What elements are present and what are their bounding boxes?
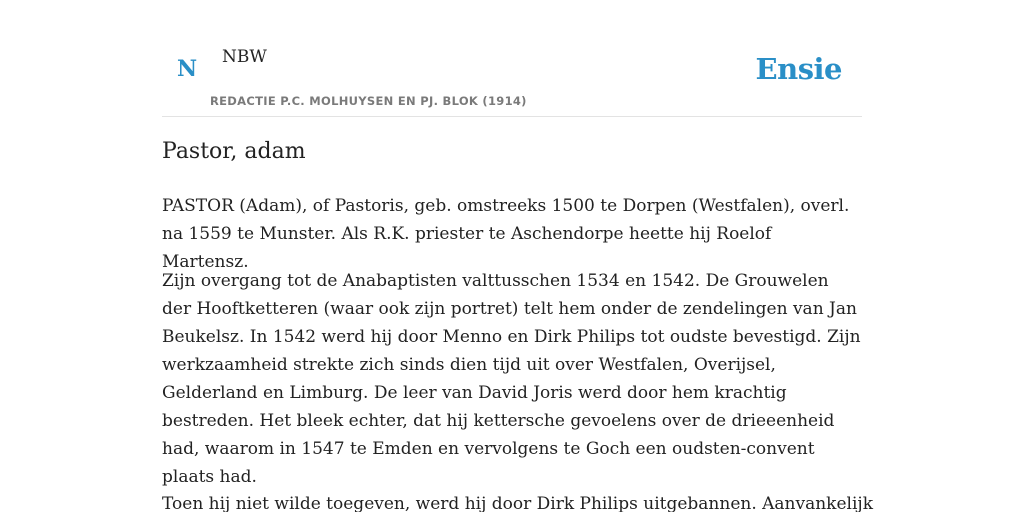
article-title: Pastor, adam bbox=[162, 139, 306, 164]
page-header bbox=[162, 0, 862, 117]
source-name: NBW bbox=[222, 47, 267, 67]
ensie-brand-link[interactable]: Ensie bbox=[755, 52, 842, 86]
paragraph-2: Zijn overgang tot de Anabaptisten valttusschen 1534 en 1542. De Grouwelen der Hooftketteren (waar ook zijn portret) telt hem onder de zendelingen van Jan Beukelsz. In 1542 werd hij door Menno en Dirk Philips tot oudste bevestigd. Zijn werkzaamheid strekte zich sinds dien tijd uit over Westfalen, Overijsel, Gelderland en Limburg. De leer van David Joris werd door hem krachtig bestreden. Het bleek echter, dat hij kettersche gevoelens over de drieeenheid had, waarom in 1547 te Emden en vervolgens te Goch een oudsten-convent plaats had. bbox=[162, 271, 861, 487]
source-subtitle: REDACTIE P.C. MOLHUYSEN EN PJ. BLOK (1914) bbox=[210, 94, 527, 108]
source-logo-link[interactable]: N bbox=[177, 56, 198, 82]
paragraph-3: Toen hij niet wilde toegeven, werd hij door Dirk Philips uitgebannen. Aanvankelijk bbox=[162, 494, 873, 512]
paragraph-1: PASTOR (Adam), of Pastoris, geb. omstreeks 1500 te Dorpen (Westfalen), overl. na 1559 te Munster. Als R.K. priester te Aschendorpe heette hij Roelof Martensz. bbox=[162, 196, 850, 272]
